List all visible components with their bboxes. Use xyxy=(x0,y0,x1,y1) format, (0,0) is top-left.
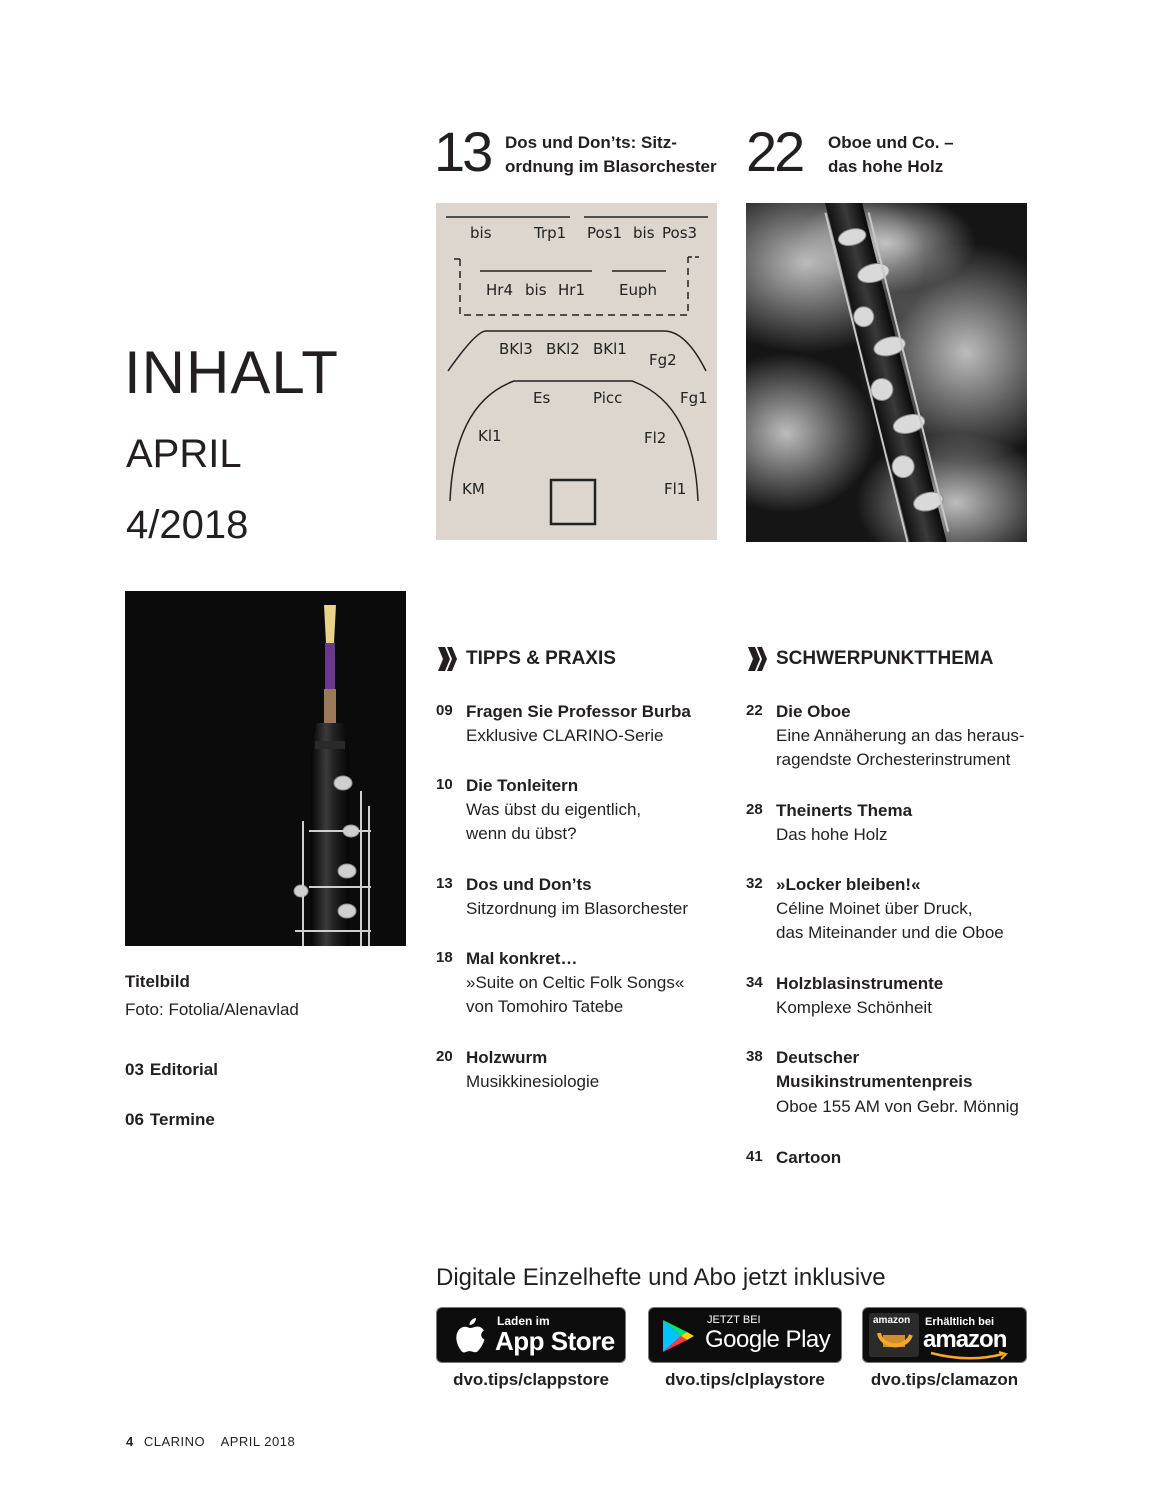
toc-title: Musikinstrumentenpreis xyxy=(776,1072,973,1091)
amazon-link[interactable]: dvo.tips/clamazon xyxy=(870,1370,1019,1389)
feature-number: 22 xyxy=(746,120,803,183)
toc-title: Termine xyxy=(149,1110,215,1129)
magazine-name: CLARINO xyxy=(143,1434,206,1449)
seating-diagram-image xyxy=(436,203,717,540)
toc-title: Die Oboe xyxy=(776,702,851,721)
toc-subtitle: das Miteinander und die Oboe xyxy=(776,923,1004,942)
seat-label: Trp1 xyxy=(534,224,567,242)
seat-label: KM xyxy=(462,480,485,498)
toc-title: »Locker bleiben!« xyxy=(776,875,921,894)
toc-page-number: 06 xyxy=(125,1110,144,1129)
toc-page-number: 18 xyxy=(436,949,453,966)
toc-entry[interactable] xyxy=(746,799,1046,849)
seat-label: Pos3 xyxy=(662,224,698,242)
google-play-badge[interactable] xyxy=(648,1307,842,1363)
section-header-schwerpunkt xyxy=(746,646,993,672)
toc-item-termine[interactable] xyxy=(125,1110,215,1130)
seat-label: Fl1 xyxy=(664,480,687,498)
double-chevron-icon xyxy=(436,646,460,672)
seat-label: bis xyxy=(525,281,547,299)
toc-page-number: 20 xyxy=(436,1048,453,1065)
seat-label: bis xyxy=(470,224,492,242)
seat-label: Pos1 xyxy=(587,224,623,242)
seat-label: Picc xyxy=(593,389,623,407)
section-title: SCHWERPUNKTTHEMA xyxy=(776,648,994,669)
amazon-cart-icon xyxy=(875,1329,913,1353)
toc-page-number: 10 xyxy=(436,776,453,793)
toc-title: Die Tonleitern xyxy=(466,776,579,795)
toc-subtitle: wenn du übst? xyxy=(466,824,577,843)
toc-page-number: 34 xyxy=(746,974,763,991)
cover-caption-title: Titelbild xyxy=(125,972,190,991)
toc-page-number: 22 xyxy=(746,702,763,719)
toc-entry[interactable] xyxy=(746,700,1046,775)
app-store-link[interactable]: dvo.tips/clappstore xyxy=(453,1370,609,1389)
toc-title: Cartoon xyxy=(776,1148,842,1167)
toc-item-editorial[interactable] xyxy=(125,1060,218,1080)
seat-label: BKl1 xyxy=(593,340,627,358)
feature-headline[interactable] xyxy=(505,131,717,179)
feature-headline-line: Oboe und Co. – xyxy=(828,133,954,152)
toc-page-number: 13 xyxy=(436,875,453,892)
toc-entry[interactable] xyxy=(436,873,736,923)
google-play-icon xyxy=(661,1318,695,1354)
page-footer xyxy=(126,1434,295,1449)
feature-headline-line: das hohe Holz xyxy=(828,157,944,176)
toc-title: Fragen Sie Professor Burba xyxy=(466,702,691,721)
badge-small-text: Laden im xyxy=(497,1314,550,1328)
google-play-link[interactable]: dvo.tips/clplaystore xyxy=(665,1370,825,1389)
seat-label: bis xyxy=(633,224,655,242)
amazon-badge[interactable] xyxy=(862,1307,1027,1363)
toc-subtitle: Exklusive CLARINO-Serie xyxy=(466,726,664,745)
toc-entry[interactable] xyxy=(746,1146,1046,1172)
toc-subtitle: Komplexe Schönheit xyxy=(776,998,932,1017)
toc-page-number: 41 xyxy=(746,1148,763,1165)
toc-subtitle: »Suite on Celtic Folk Songs« xyxy=(466,973,685,992)
toc-subtitle: Sitzordnung im Blasorchester xyxy=(466,899,689,918)
toc-page-number: 03 xyxy=(125,1060,144,1079)
toc-entry[interactable] xyxy=(436,1046,736,1096)
seat-label: Hr4 xyxy=(486,281,513,299)
seat-label: BKl2 xyxy=(546,340,580,358)
toc-title: Editorial xyxy=(149,1060,218,1079)
toc-title: Theinerts Thema xyxy=(776,801,913,820)
toc-entry[interactable] xyxy=(746,873,1046,948)
cover-caption-credit: Foto: Fotolia/Alenavlad xyxy=(125,1000,299,1019)
toc-title: Dos und Don’ts xyxy=(466,875,592,894)
toc-title: Holzblasinstrumente xyxy=(776,974,944,993)
feature-number: 13 xyxy=(434,120,491,183)
app-store-badge[interactable] xyxy=(436,1307,626,1363)
double-chevron-icon xyxy=(746,646,770,672)
seat-label: BKl3 xyxy=(499,340,533,358)
section-title: TIPPS & PRAXIS xyxy=(466,648,616,669)
toc-subtitle: ragendste Orchesterinstrument xyxy=(776,750,1011,769)
toc-entry[interactable] xyxy=(436,774,736,849)
seat-label: Kl1 xyxy=(478,427,502,445)
toc-page-number: 28 xyxy=(746,801,763,818)
amazon-icon-wordmark: amazon xyxy=(873,1315,911,1326)
issue-number: 4/2018 xyxy=(126,503,249,547)
toc-title: Mal konkret… xyxy=(466,949,578,968)
seat-label: Hr1 xyxy=(558,281,585,299)
toc-entry[interactable] xyxy=(746,1046,1046,1121)
toc-subtitle: von Tomohiro Tatebe xyxy=(466,997,624,1016)
feature-headline-line: ordnung im Blasorchester xyxy=(505,157,717,176)
toc-page-number: 09 xyxy=(436,702,453,719)
feature-headline-line: Dos und Don’ts: Sitz- xyxy=(505,133,677,152)
badge-big-text: App Store xyxy=(495,1326,615,1356)
toc-page-number: 38 xyxy=(746,1048,763,1065)
feature-headline[interactable] xyxy=(828,131,954,179)
toc-subtitle: Oboe 155 AM von Gebr. Mönnig xyxy=(776,1097,1019,1116)
footer-date: APRIL 2018 xyxy=(220,1434,296,1449)
seating-labels xyxy=(462,224,708,498)
toc-title: Deutscher xyxy=(776,1048,860,1067)
badge-big-text: Google Play xyxy=(705,1326,831,1353)
badge-big-text: amazon xyxy=(923,1326,1007,1353)
toc-subtitle: Was übst du eigentlich, xyxy=(466,800,642,819)
toc-title: Holzwurm xyxy=(466,1048,548,1067)
seat-label: Fg1 xyxy=(680,389,708,407)
amazon-app-icon xyxy=(869,1313,919,1357)
section-header-tipps xyxy=(436,646,616,672)
cover-oboe-photo[interactable] xyxy=(125,591,406,946)
toc-entry[interactable] xyxy=(436,947,736,1022)
seat-label: Fl2 xyxy=(644,429,667,447)
toc-subtitle: Eine Annäherung an das heraus- xyxy=(776,726,1025,745)
toc-page-number: 32 xyxy=(746,875,763,892)
oboe-smoke-photo[interactable] xyxy=(746,203,1027,542)
toc-entry[interactable] xyxy=(436,700,736,750)
amazon-smile-icon xyxy=(929,1351,1009,1361)
seat-label: Es xyxy=(533,389,551,407)
seat-label: Fg2 xyxy=(649,351,677,369)
badge-small-text: Erhältlich bei xyxy=(925,1316,995,1328)
digital-headline: Digitale Einzelhefte und Abo jetzt inklusive xyxy=(436,1264,886,1291)
toc-subtitle: Céline Moinet über Druck, xyxy=(776,899,973,918)
badge-small-text: JETZT BEI xyxy=(707,1314,761,1326)
toc-entry[interactable] xyxy=(746,972,1046,1022)
page-title: INHALT xyxy=(124,339,339,406)
toc-subtitle: Das hohe Holz xyxy=(776,825,888,844)
apple-icon xyxy=(453,1317,487,1355)
issue-month: APRIL xyxy=(126,432,242,476)
toc-subtitle: Musikkinesiologie xyxy=(466,1072,600,1091)
page-number: 4 xyxy=(126,1434,134,1449)
seat-label: Euph xyxy=(619,281,658,299)
